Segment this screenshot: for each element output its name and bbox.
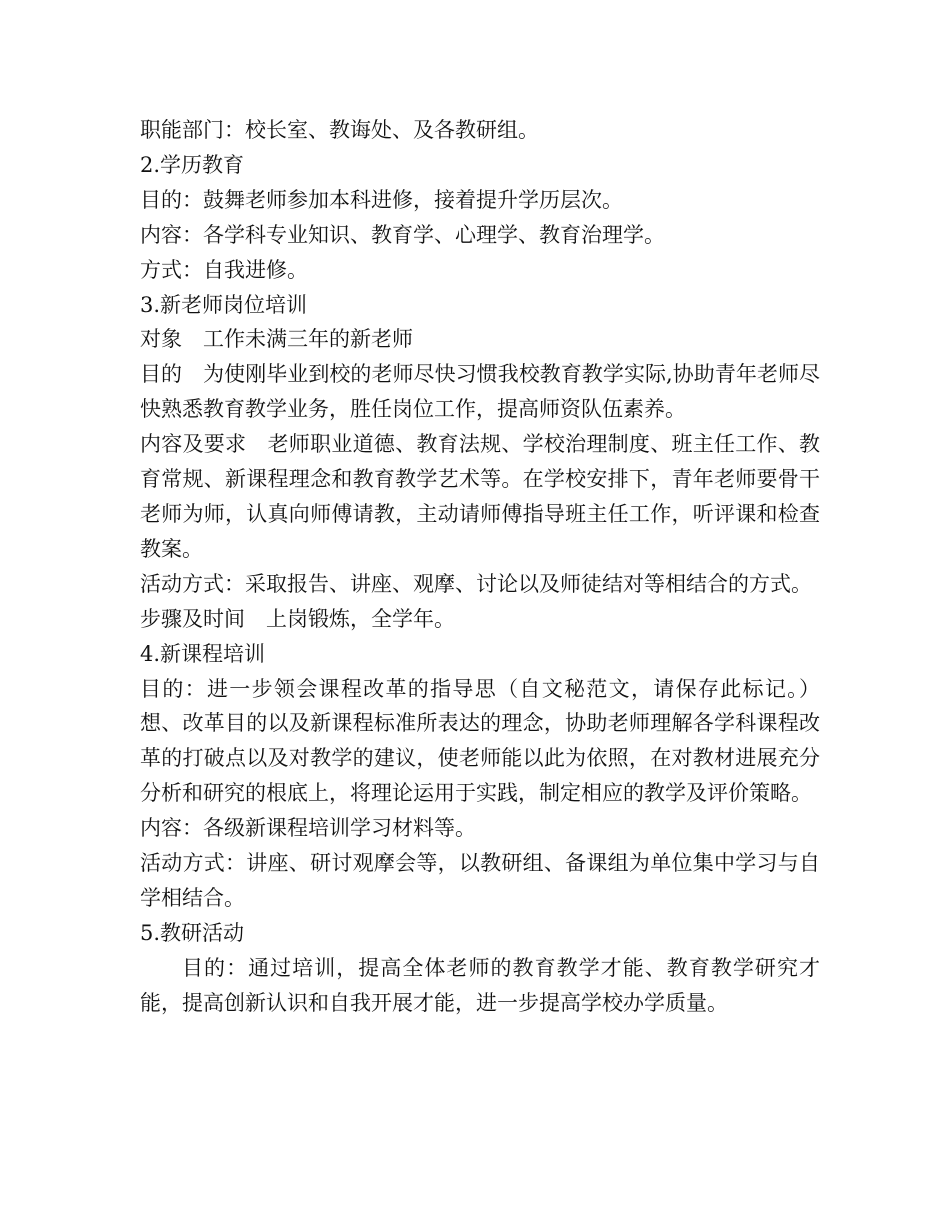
paragraph-curriculum-activity: 活动方式：讲座、研讨观摩会等，以教研组、备课组为单位集中学习与自学相结合。 (140, 851, 820, 910)
paragraph-academic-purpose: 目的：鼓舞老师参加本科进修，接着提升学历层次。 (140, 187, 623, 212)
paragraph-academic-method: 方式：自我进修。 (140, 257, 308, 282)
heading-new-curriculum-training: 4.新课程培训 (140, 641, 266, 666)
paragraph-academic-content: 内容：各学科专业知识、教育学、心理学、教育治理学。 (140, 222, 665, 247)
paragraph-new-teacher-schedule: 步骤及时间 上岗锻炼，全学年。 (140, 606, 455, 631)
paragraph-research-purpose: 目的：通过培训，提高全体老师的教育教学才能、教育教学研究才能，提高创新认识和自我开展才能，进一步提高学校办学质量。 (140, 955, 820, 1015)
paragraph-curriculum-content: 内容：各级新课程培训学习材料等。 (140, 816, 476, 841)
paragraph-new-teacher-requirements: 内容及要求 老师职业道德、教育法规、学校治理制度、班主任工作、教育常规、新课程理念和教育教学艺术等。在学校安排下，青年老师要骨干老师为师，认真向师傅请教，主动请师傅指导班主任工作，听评课和检查教案。 (140, 432, 820, 561)
document-body (140, 113, 820, 1021)
paragraph-new-teacher-purpose: 目的 为使刚毕业到校的老师尽快习惯我校教育教学实际,协助青年老师尽快熟悉教育教学业务，胜任岗位工作，提高师资队伍素养。 (140, 362, 820, 422)
heading-new-teacher-training: 3.新老师岗位培训 (140, 292, 308, 317)
heading-academic-education: 2.学历教育 (140, 152, 245, 177)
paragraph-new-teacher-activity: 活动方式：采取报告、讲座、观摩、讨论以及师徒结对等相结合的方式。 (140, 571, 812, 596)
paragraph-new-teacher-target: 对象 工作未满三年的新老师 (140, 327, 413, 352)
paragraph-departments: 职能部门：校长室、教诲处、及各教研组。 (140, 118, 539, 142)
heading-teaching-research: 5.教研活动 (140, 920, 245, 945)
paragraph-curriculum-purpose: 目的：进一步领会课程改革的指导思（自文秘范文，请保存此标记。）想、改革目的以及新课程标准所表达的理念，协助老师理解各学科课程改革的打破点以及对教学的建议，使老师能以此为依照，在对教材进展充分分析和研究的根底上，将理论运用于实践，制定相应的教学及评价策略。 (140, 676, 820, 806)
